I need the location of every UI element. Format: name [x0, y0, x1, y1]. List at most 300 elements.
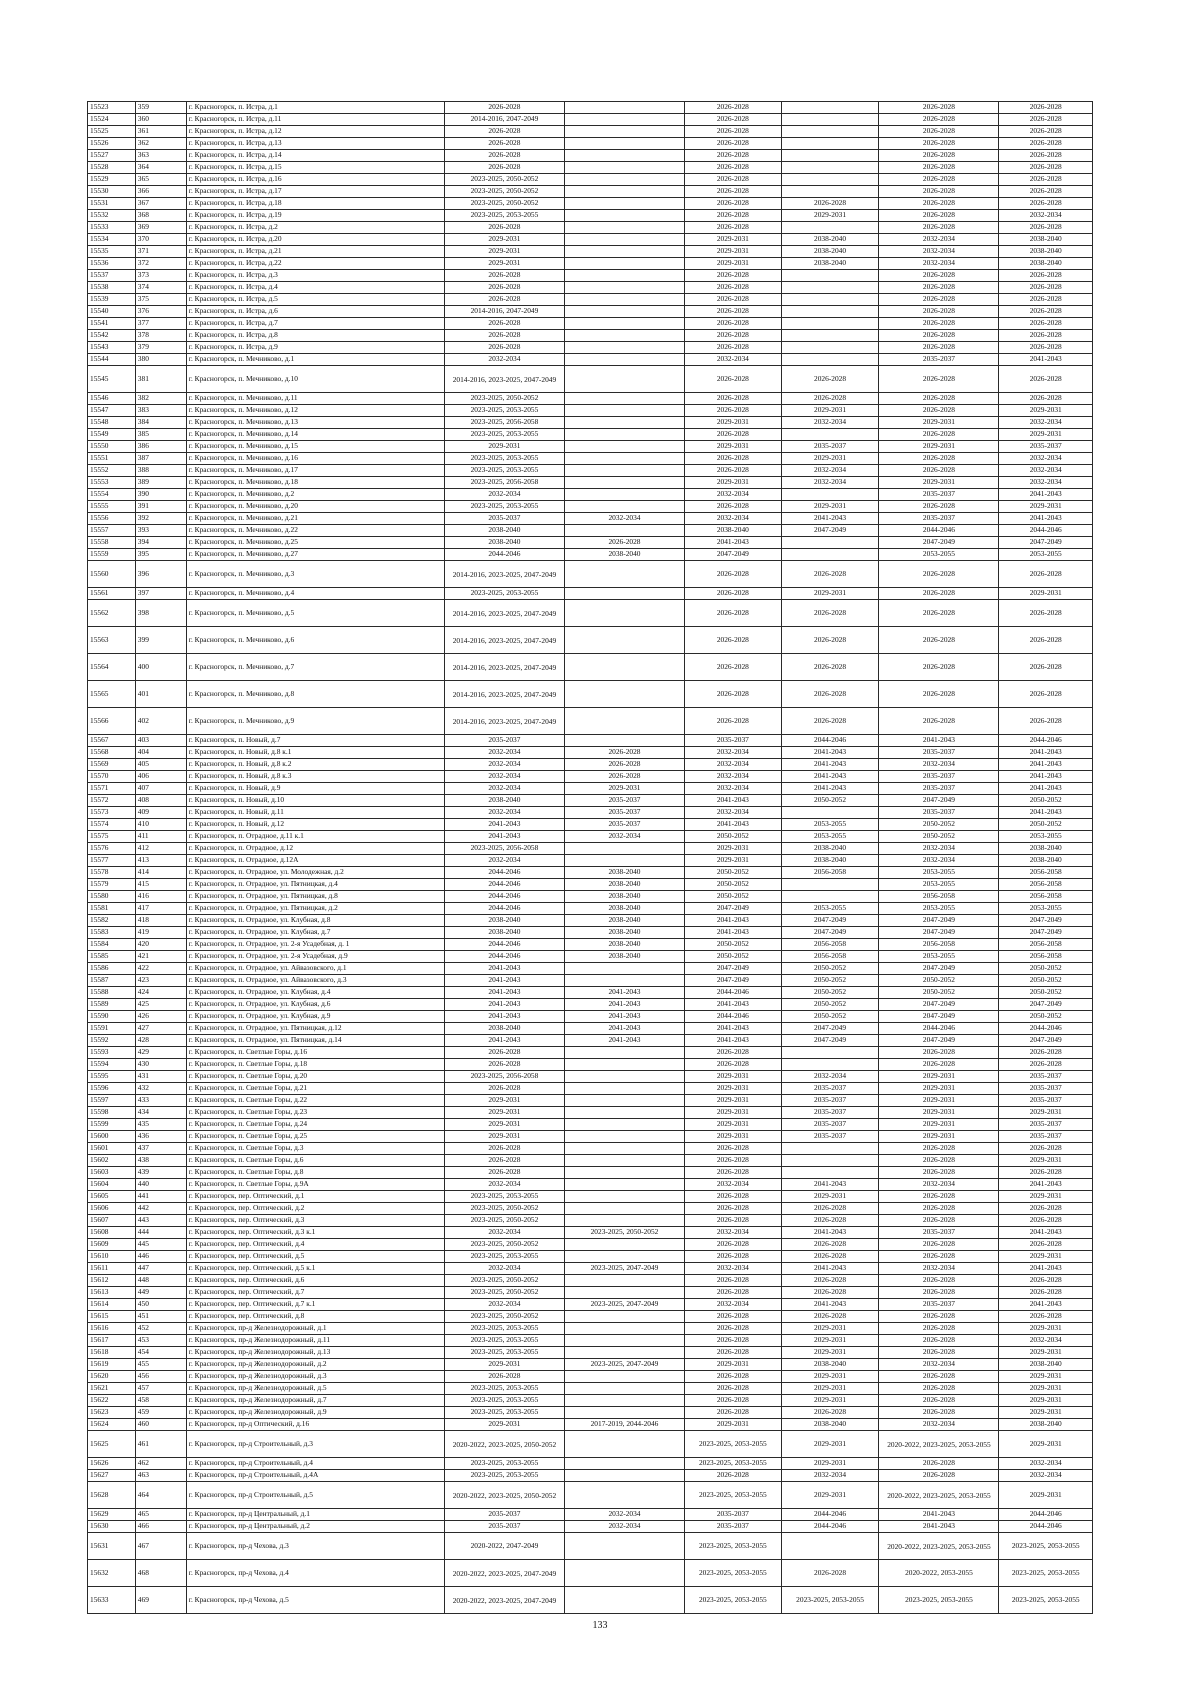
cell-period-col-8: 2029-2031	[879, 1095, 999, 1107]
cell-period-col-5: 2038-2040	[564, 903, 684, 915]
cell-period-col-9: 2053-2055	[999, 903, 1093, 915]
cell-period-col-8: 2026-2028	[879, 270, 999, 282]
cell-period-col-7	[781, 282, 879, 294]
table-row	[88, 174, 1093, 186]
cell-local-number: 378	[135, 330, 186, 342]
table-row	[88, 1521, 1093, 1533]
cell-period-col-7: 2026-2028	[781, 654, 879, 681]
cell-local-number: 359	[135, 102, 186, 114]
table-row	[88, 795, 1093, 807]
cell-period-col-4: 2029-2031	[444, 1131, 564, 1143]
cell-local-number: 430	[135, 1059, 186, 1071]
cell-address: г. Красногорск, п. Новый, д.8 к.2	[186, 759, 444, 771]
cell-address: г. Красногорск, п. Мечниково, д.14	[186, 429, 444, 441]
cell-row-id: 15605	[88, 1191, 136, 1203]
cell-period-col-7: 2050-2052	[781, 1011, 879, 1023]
cell-period-col-8: 2047-2049	[879, 999, 999, 1011]
cell-period-col-5: 2017-2019, 2044-2046	[564, 1419, 684, 1431]
cell-address: г. Красногорск, п. Светлые Горы, д.23	[186, 1107, 444, 1119]
cell-local-number: 361	[135, 126, 186, 138]
cell-period-col-6: 2029-2031	[685, 843, 782, 855]
cell-period-col-5	[564, 735, 684, 747]
cell-address: г. Красногорск, п. Мечниково, д.4	[186, 588, 444, 600]
cell-period-col-4: 2026-2028	[444, 1371, 564, 1383]
cell-address: г. Красногорск, п. Мечниково, д.18	[186, 477, 444, 489]
cell-period-col-4: 2029-2031	[444, 1359, 564, 1371]
cell-local-number: 415	[135, 879, 186, 891]
cell-local-number: 369	[135, 222, 186, 234]
cell-row-id: 15565	[88, 681, 136, 708]
table-row	[88, 330, 1093, 342]
table-row	[88, 1179, 1093, 1191]
cell-period-col-7: 2056-2058	[781, 867, 879, 879]
cell-address: г. Красногорск, п. Отрадное, ул. 2-я Усадебная, д.9	[186, 951, 444, 963]
cell-period-col-5	[564, 963, 684, 975]
cell-row-id: 15555	[88, 501, 136, 513]
cell-period-col-5	[564, 1107, 684, 1119]
table-row	[88, 126, 1093, 138]
cell-period-col-8: 2032-2034	[879, 1359, 999, 1371]
cell-local-number: 433	[135, 1095, 186, 1107]
cell-period-col-8: 2044-2046	[879, 1023, 999, 1035]
cell-period-col-9: 2041-2043	[999, 354, 1093, 366]
cell-period-col-6: 2032-2034	[685, 489, 782, 501]
cell-period-col-5	[564, 1311, 684, 1323]
table-row	[88, 1359, 1093, 1371]
cell-period-col-8: 2032-2034	[879, 1419, 999, 1431]
cell-row-id: 15573	[88, 807, 136, 819]
cell-period-col-7	[781, 1155, 879, 1167]
cell-local-number: 370	[135, 234, 186, 246]
table-row	[88, 114, 1093, 126]
cell-address: г. Красногорск, п. Истра, д.6	[186, 306, 444, 318]
cell-period-col-5: 2038-2040	[564, 549, 684, 561]
cell-period-col-8: 2026-2028	[879, 198, 999, 210]
cell-period-col-7: 2026-2028	[781, 1275, 879, 1287]
cell-period-col-8: 2026-2028	[879, 393, 999, 405]
cell-address: г. Красногорск, п. Отрадное, ул. Пятницкая, д.14	[186, 1035, 444, 1047]
cell-period-col-7: 2032-2034	[781, 465, 879, 477]
cell-period-col-4: 2029-2031	[444, 1107, 564, 1119]
cell-period-col-6: 2026-2028	[685, 465, 782, 477]
cell-row-id: 15538	[88, 282, 136, 294]
table-row	[88, 1347, 1093, 1359]
cell-row-id: 15594	[88, 1059, 136, 1071]
cell-period-col-7: 2047-2049	[781, 927, 879, 939]
cell-period-col-9: 2032-2034	[999, 477, 1093, 489]
cell-address: г. Красногорск, п. Мечниково, д.6	[186, 627, 444, 654]
cell-period-col-7: 2026-2028	[781, 627, 879, 654]
cell-period-col-5	[564, 1071, 684, 1083]
cell-period-col-9: 2041-2043	[999, 771, 1093, 783]
cell-address: г. Красногорск, пер. Оптический, д.3 к.1	[186, 1227, 444, 1239]
table-row	[88, 588, 1093, 600]
table-row	[88, 1095, 1093, 1107]
cell-local-number: 429	[135, 1047, 186, 1059]
cell-address: г. Красногорск, п. Истра, д.8	[186, 330, 444, 342]
cell-period-col-7	[781, 330, 879, 342]
table-row	[88, 843, 1093, 855]
cell-address: г. Красногорск, п. Новый, д.10	[186, 795, 444, 807]
cell-address: г. Красногорск, п. Светлые Горы, д.3	[186, 1143, 444, 1155]
cell-period-col-4: 2023-2025, 2056-2058	[444, 843, 564, 855]
cell-period-col-9: 2029-2031	[999, 405, 1093, 417]
cell-period-col-4: 2035-2037	[444, 1509, 564, 1521]
cell-period-col-5: 2038-2040	[564, 879, 684, 891]
cell-period-col-7: 2029-2031	[781, 1371, 879, 1383]
cell-period-col-4: 2023-2025, 2053-2055	[444, 1335, 564, 1347]
cell-period-col-7: 2026-2028	[781, 708, 879, 735]
cell-period-col-6: 2026-2028	[685, 174, 782, 186]
cell-period-col-7	[781, 126, 879, 138]
table-row	[88, 405, 1093, 417]
cell-period-col-6: 2026-2028	[685, 342, 782, 354]
cell-row-id: 15550	[88, 441, 136, 453]
cell-period-col-9: 2032-2034	[999, 465, 1093, 477]
cell-period-col-6: 2041-2043	[685, 537, 782, 549]
table-row	[88, 1023, 1093, 1035]
cell-local-number: 418	[135, 915, 186, 927]
cell-address: г. Красногорск, пр-д Железнодорожный, д.13	[186, 1347, 444, 1359]
cell-period-col-6: 2032-2034	[685, 1227, 782, 1239]
cell-period-col-9: 2035-2037	[999, 1071, 1093, 1083]
cell-period-col-6: 2038-2040	[685, 525, 782, 537]
cell-period-col-9: 2026-2028	[999, 681, 1093, 708]
cell-period-col-5	[564, 453, 684, 465]
cell-period-col-6: 2026-2028	[685, 1287, 782, 1299]
cell-period-col-4: 2038-2040	[444, 915, 564, 927]
cell-local-number: 387	[135, 453, 186, 465]
cell-address: г. Красногорск, п. Отрадное, ул. Пятницкая, д.4	[186, 879, 444, 891]
cell-period-col-7: 2029-2031	[781, 1335, 879, 1347]
cell-address: г. Красногорск, п. Мечниково, д.1	[186, 354, 444, 366]
cell-row-id: 15608	[88, 1227, 136, 1239]
cell-period-col-8: 2026-2028	[879, 1275, 999, 1287]
table-row	[88, 1167, 1093, 1179]
cell-row-id: 15551	[88, 453, 136, 465]
cell-period-col-8: 2026-2028	[879, 600, 999, 627]
cell-period-col-7: 2035-2037	[781, 1107, 879, 1119]
cell-row-id: 15541	[88, 318, 136, 330]
cell-address: г. Красногорск, п. Светлые Горы, д.6	[186, 1155, 444, 1167]
cell-period-col-6: 2023-2025, 2053-2055	[685, 1560, 782, 1587]
cell-address: г. Красногорск, п. Мечниково, д.21	[186, 513, 444, 525]
table-row	[88, 270, 1093, 282]
cell-local-number: 451	[135, 1311, 186, 1323]
cell-period-col-4: 2029-2031	[444, 441, 564, 453]
cell-address: г. Красногорск, п. Светлые Горы, д.16	[186, 1047, 444, 1059]
cell-period-col-5	[564, 1275, 684, 1287]
cell-period-col-7: 2041-2043	[781, 1263, 879, 1275]
cell-period-col-4: 2044-2046	[444, 891, 564, 903]
table-row	[88, 927, 1093, 939]
cell-period-col-4: 2041-2043	[444, 999, 564, 1011]
table-row	[88, 987, 1093, 999]
cell-period-col-9: 2026-2028	[999, 1167, 1093, 1179]
cell-period-col-4: 2038-2040	[444, 795, 564, 807]
cell-period-col-8: 2026-2028	[879, 1458, 999, 1470]
cell-period-col-7: 2038-2040	[781, 246, 879, 258]
table-row	[88, 654, 1093, 681]
cell-period-col-6: 2041-2043	[685, 999, 782, 1011]
cell-period-col-4: 2032-2034	[444, 855, 564, 867]
cell-period-col-6: 2041-2043	[685, 1035, 782, 1047]
cell-local-number: 397	[135, 588, 186, 600]
cell-address: г. Красногорск, п. Новый, д.12	[186, 819, 444, 831]
cell-row-id: 15564	[88, 654, 136, 681]
cell-period-col-4: 2035-2037	[444, 513, 564, 525]
cell-period-col-5	[564, 150, 684, 162]
cell-local-number: 377	[135, 318, 186, 330]
table-row	[88, 1533, 1093, 1560]
cell-row-id: 15559	[88, 549, 136, 561]
cell-row-id: 15629	[88, 1509, 136, 1521]
cell-address: г. Красногорск, пер. Оптический, д.2	[186, 1203, 444, 1215]
cell-row-id: 15566	[88, 708, 136, 735]
cell-local-number: 395	[135, 549, 186, 561]
cell-local-number: 427	[135, 1023, 186, 1035]
cell-period-col-5	[564, 282, 684, 294]
cell-address: г. Красногорск, п. Отрадное, ул. Клубная, д.6	[186, 999, 444, 1011]
cell-row-id: 15616	[88, 1323, 136, 1335]
cell-period-col-7	[781, 1167, 879, 1179]
cell-row-id: 15597	[88, 1095, 136, 1107]
cell-period-col-7: 2038-2040	[781, 1359, 879, 1371]
cell-local-number: 442	[135, 1203, 186, 1215]
cell-period-col-6: 2029-2031	[685, 1119, 782, 1131]
cell-row-id: 15602	[88, 1155, 136, 1167]
cell-period-col-4: 2014-2016, 2023-2025, 2047-2049	[444, 627, 564, 654]
cell-period-col-4: 2020-2022, 2023-2025, 2047-2049	[444, 1560, 564, 1587]
cell-period-col-5: 2038-2040	[564, 951, 684, 963]
cell-period-col-5	[564, 354, 684, 366]
cell-period-col-4: 2026-2028	[444, 1155, 564, 1167]
cell-period-col-6: 2026-2028	[685, 1323, 782, 1335]
cell-period-col-4: 2023-2025, 2050-2052	[444, 1287, 564, 1299]
cell-local-number: 372	[135, 258, 186, 270]
cell-local-number: 388	[135, 465, 186, 477]
cell-period-col-4: 2023-2025, 2053-2055	[444, 465, 564, 477]
cell-period-col-8: 2053-2055	[879, 903, 999, 915]
cell-local-number: 449	[135, 1287, 186, 1299]
table-row	[88, 879, 1093, 891]
cell-period-col-4: 2023-2025, 2053-2055	[444, 1395, 564, 1407]
cell-local-number: 444	[135, 1227, 186, 1239]
cell-period-col-4: 2032-2034	[444, 489, 564, 501]
cell-period-col-9: 2026-2028	[999, 114, 1093, 126]
cell-period-col-6: 2050-2052	[685, 891, 782, 903]
table-row	[88, 441, 1093, 453]
cell-period-col-4: 2041-2043	[444, 963, 564, 975]
cell-address: г. Красногорск, п. Мечниково, д.7	[186, 654, 444, 681]
cell-period-col-4: 2029-2031	[444, 1095, 564, 1107]
cell-period-col-8: 2026-2028	[879, 306, 999, 318]
cell-local-number: 456	[135, 1371, 186, 1383]
cell-period-col-9: 2026-2028	[999, 318, 1093, 330]
cell-period-col-9: 2047-2049	[999, 1035, 1093, 1047]
cell-local-number: 385	[135, 429, 186, 441]
cell-period-col-5: 2038-2040	[564, 867, 684, 879]
cell-local-number: 379	[135, 342, 186, 354]
cell-period-col-7: 2053-2055	[781, 831, 879, 843]
cell-period-col-5: 2032-2034	[564, 1509, 684, 1521]
cell-period-col-5	[564, 1482, 684, 1509]
cell-period-col-7	[781, 537, 879, 549]
cell-period-col-4: 2044-2046	[444, 879, 564, 891]
cell-period-col-4: 2032-2034	[444, 783, 564, 795]
cell-period-col-7	[781, 138, 879, 150]
cell-address: г. Красногорск, пр-д Строительный, д.3	[186, 1431, 444, 1458]
cell-address: г. Красногорск, пр-д Центральный, д.2	[186, 1521, 444, 1533]
cell-period-col-9: 2026-2028	[999, 186, 1093, 198]
cell-period-col-9: 2026-2028	[999, 654, 1093, 681]
cell-local-number: 417	[135, 903, 186, 915]
cell-period-col-6: 2026-2028	[685, 126, 782, 138]
table-row	[88, 1560, 1093, 1587]
cell-period-col-8: 2032-2034	[879, 258, 999, 270]
cell-period-col-7: 2035-2037	[781, 1131, 879, 1143]
cell-period-col-8: 2026-2028	[879, 150, 999, 162]
page-number: 133	[592, 1620, 608, 1631]
cell-row-id: 15610	[88, 1251, 136, 1263]
cell-period-col-7: 2035-2037	[781, 1119, 879, 1131]
cell-period-col-9: 2038-2040	[999, 855, 1093, 867]
cell-row-id: 15614	[88, 1299, 136, 1311]
cell-local-number: 462	[135, 1458, 186, 1470]
cell-period-col-7: 2041-2043	[781, 771, 879, 783]
cell-address: г. Красногорск, пр-д Железнодорожный, д.2	[186, 1359, 444, 1371]
cell-address: г. Красногорск, п. Истра, д.21	[186, 246, 444, 258]
cell-period-col-4: 2014-2016, 2047-2049	[444, 306, 564, 318]
cell-local-number: 436	[135, 1131, 186, 1143]
cell-period-col-9: 2026-2028	[999, 1203, 1093, 1215]
cell-period-col-4: 2023-2025, 2053-2055	[444, 1191, 564, 1203]
cell-period-col-5	[564, 600, 684, 627]
cell-period-col-9: 2026-2028	[999, 174, 1093, 186]
table-row	[88, 951, 1093, 963]
cell-period-col-4: 2020-2022, 2023-2025, 2050-2052	[444, 1431, 564, 1458]
cell-row-id: 15526	[88, 138, 136, 150]
table-row	[88, 1131, 1093, 1143]
cell-address: г. Красногорск, пр-д Железнодорожный, д.11	[186, 1335, 444, 1347]
cell-local-number: 401	[135, 681, 186, 708]
cell-period-col-8: 2026-2028	[879, 342, 999, 354]
cell-period-col-6: 2032-2034	[685, 807, 782, 819]
cell-address: г. Красногорск, пр-д Чехова, д.4	[186, 1560, 444, 1587]
cell-local-number: 403	[135, 735, 186, 747]
cell-row-id: 15533	[88, 222, 136, 234]
cell-row-id: 15591	[88, 1023, 136, 1035]
cell-period-col-6: 2026-2028	[685, 429, 782, 441]
cell-period-col-8: 2026-2028	[879, 318, 999, 330]
cell-address: г. Красногорск, пер. Оптический, д.5 к.1	[186, 1263, 444, 1275]
cell-period-col-6: 2026-2028	[685, 162, 782, 174]
cell-period-col-6: 2026-2028	[685, 270, 782, 282]
cell-period-col-4: 2023-2025, 2053-2055	[444, 1251, 564, 1263]
cell-period-col-7	[781, 294, 879, 306]
cell-row-id: 15604	[88, 1179, 136, 1191]
cell-period-col-4: 2023-2025, 2050-2052	[444, 174, 564, 186]
cell-period-col-8: 2029-2031	[879, 441, 999, 453]
cell-period-col-6: 2029-2031	[685, 855, 782, 867]
cell-period-col-6: 2035-2037	[685, 1509, 782, 1521]
cell-address: г. Красногорск, п. Новый, д.8 к.1	[186, 747, 444, 759]
cell-period-col-7: 2044-2046	[781, 1521, 879, 1533]
table-row	[88, 1482, 1093, 1509]
cell-period-col-4: 2026-2028	[444, 270, 564, 282]
cell-local-number: 424	[135, 987, 186, 999]
cell-local-number: 382	[135, 393, 186, 405]
cell-period-col-7	[781, 318, 879, 330]
table-row	[88, 1047, 1093, 1059]
cell-period-col-7	[781, 150, 879, 162]
cell-period-col-8: 2026-2028	[879, 627, 999, 654]
cell-address: г. Красногорск, п. Светлые Горы, д.20	[186, 1071, 444, 1083]
cell-row-id: 15528	[88, 162, 136, 174]
cell-period-col-6: 2029-2031	[685, 246, 782, 258]
table-row	[88, 1275, 1093, 1287]
cell-period-col-5	[564, 1347, 684, 1359]
cell-period-col-8: 2026-2028	[879, 186, 999, 198]
cell-period-col-5	[564, 342, 684, 354]
cell-period-col-4: 2023-2025, 2050-2052	[444, 1311, 564, 1323]
table-row	[88, 198, 1093, 210]
cell-row-id: 15554	[88, 489, 136, 501]
cell-period-col-6: 2035-2037	[685, 735, 782, 747]
cell-period-col-6: 2035-2037	[685, 1521, 782, 1533]
cell-address: г. Красногорск, п. Истра, д.17	[186, 186, 444, 198]
cell-period-col-6: 2026-2028	[685, 600, 782, 627]
table-row	[88, 1107, 1093, 1119]
cell-period-col-4: 2032-2034	[444, 1179, 564, 1191]
cell-local-number: 371	[135, 246, 186, 258]
cell-local-number: 434	[135, 1107, 186, 1119]
table-row	[88, 1191, 1093, 1203]
table-row	[88, 1395, 1093, 1407]
cell-period-col-7	[781, 270, 879, 282]
cell-row-id: 15560	[88, 561, 136, 588]
cell-period-col-9: 2029-2031	[999, 429, 1093, 441]
cell-period-col-6: 2050-2052	[685, 951, 782, 963]
cell-period-col-5: 2041-2043	[564, 1023, 684, 1035]
cell-address: г. Красногорск, п. Отрадное, ул. Пятницкая, д.8	[186, 891, 444, 903]
cell-period-col-4: 2026-2028	[444, 318, 564, 330]
table-row	[88, 1143, 1093, 1155]
cell-period-col-9: 2047-2049	[999, 537, 1093, 549]
table-row	[88, 1251, 1093, 1263]
cell-period-col-4: 2014-2016, 2023-2025, 2047-2049	[444, 681, 564, 708]
cell-period-col-5	[564, 1083, 684, 1095]
cell-period-col-4: 2041-2043	[444, 975, 564, 987]
cell-period-col-8: 2020-2022, 2023-2025, 2053-2055	[879, 1431, 999, 1458]
cell-period-col-4: 2038-2040	[444, 525, 564, 537]
cell-period-col-5	[564, 1458, 684, 1470]
cell-period-col-5: 2041-2043	[564, 999, 684, 1011]
cell-period-col-8: 2026-2028	[879, 654, 999, 681]
cell-local-number: 396	[135, 561, 186, 588]
cell-period-col-9: 2041-2043	[999, 1179, 1093, 1191]
table-row	[88, 819, 1093, 831]
cell-period-col-8: 2029-2031	[879, 1107, 999, 1119]
cell-period-col-4: 2023-2025, 2053-2055	[444, 588, 564, 600]
cell-period-col-8: 2026-2028	[879, 330, 999, 342]
cell-address: г. Красногорск, п. Мечниково, д.5	[186, 600, 444, 627]
cell-local-number: 457	[135, 1383, 186, 1395]
cell-period-col-4: 2041-2043	[444, 819, 564, 831]
cell-period-col-7: 2026-2028	[781, 1311, 879, 1323]
cell-period-col-9: 2056-2058	[999, 951, 1093, 963]
table-row	[88, 258, 1093, 270]
